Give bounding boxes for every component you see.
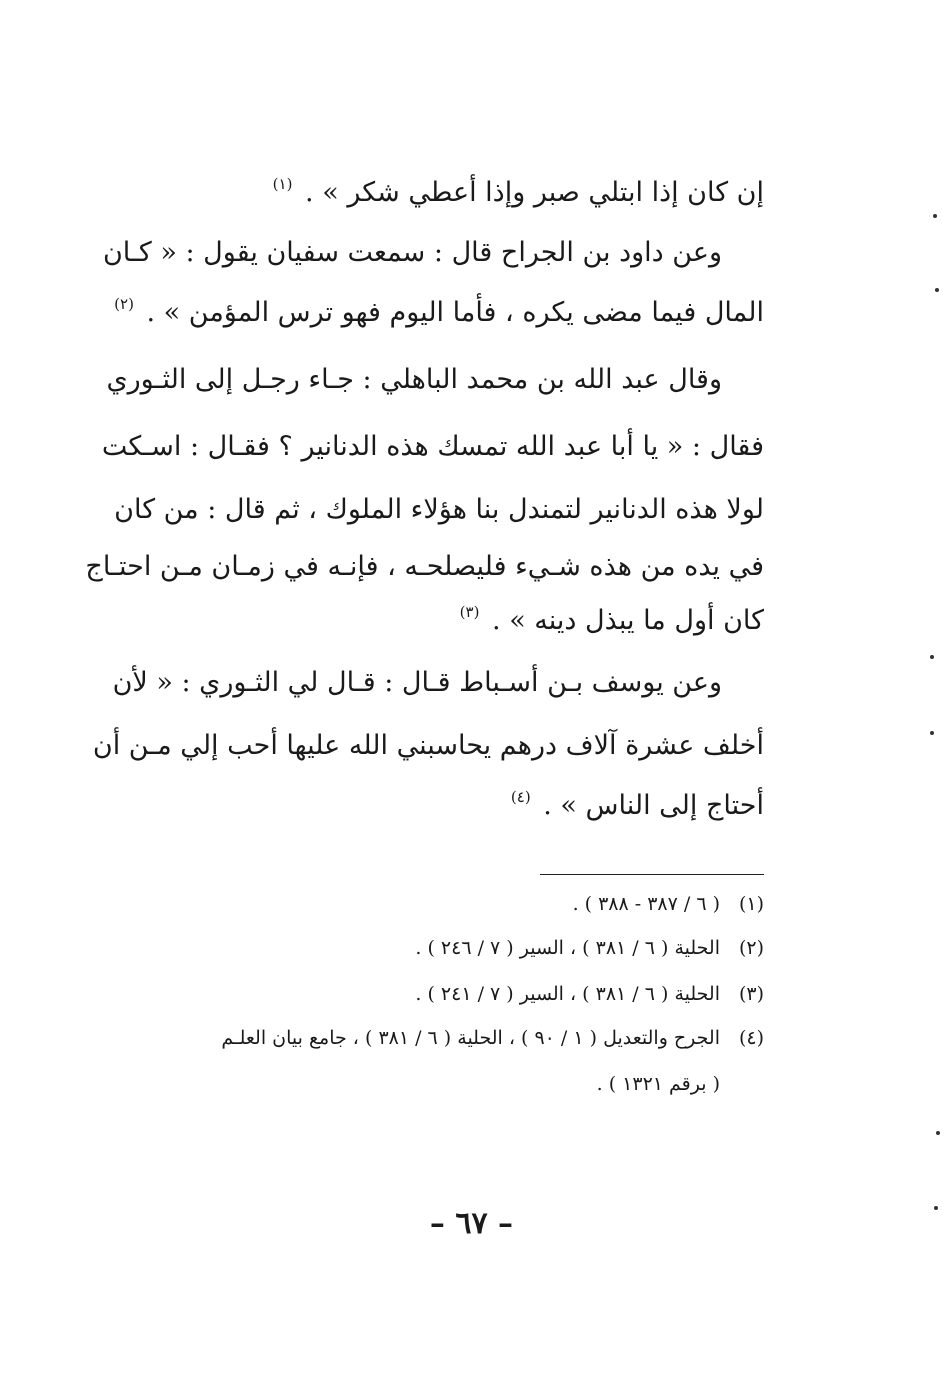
text-line: وعن يوسف بـن أسـباط قـال : قـال لي الثـوري : « لأن [112, 667, 722, 698]
scan-speck [930, 655, 934, 659]
footnote-ref: (١) [272, 175, 293, 193]
footnote-text: ( برقم ١٣٢١ ) . [596, 1073, 720, 1095]
footnote-number: (٣) [738, 983, 764, 1005]
footnote-text: ( ٦ / ٣٨٧ - ٣٨٨ ) . [572, 893, 720, 915]
footnote-text: الجرح والتعديل ( ١ / ٩٠ ) ، الحلية ( ٦ / ٣٨١ ) ، جامع بيان العلـم [221, 1027, 720, 1049]
scan-speck [933, 214, 937, 218]
text-line: في يده من هذه شـيء فليصلحـه ، فإنـه في زمـان مـن احتـاج [85, 551, 764, 582]
footnote-divider [540, 874, 764, 875]
text-line: أخلف عشرة آلاف درهم يحاسبني الله عليها أحب إلي مـن أن [92, 730, 764, 761]
scan-speck [934, 1206, 938, 1210]
text-line: أحتاج إلى الناس » . $^{(٤)}$ [510, 788, 764, 821]
text-line: إن كان إذا ابتلي صبر وإذا أعطي شكر » . $^{(١)}$ [272, 175, 764, 208]
page-number: – ٦٧ – [429, 1206, 514, 1241]
footnote [172, 1018, 764, 1058]
text-line: لولا هذه الدنانير لتمندل بنا هؤلاء الملوك ، ثم قال : من كان [114, 494, 764, 525]
footnote [172, 928, 764, 968]
footnote-text: الحلية ( ٦ / ٣٨١ ) ، السير ( ٧ / ٢٤٦ ) . [415, 937, 720, 959]
text-line: كان أول ما يبذل دينه » . $^{(٣)}$ [459, 603, 764, 636]
text-line: وقال عبد الله بن محمد الباهلي : جـاء رجـل إلى الثـوري [106, 364, 722, 395]
footnote-ref: (٢) [114, 295, 134, 313]
footnote [172, 884, 764, 924]
text-line: المال فيما مضى يكره ، فأما اليوم فهو ترس المؤمن » . $^{(٢)}$ [114, 295, 764, 328]
text-line: وعن داود بن الجراح قال : سمعت سفيان يقول : « كـان [102, 237, 722, 268]
scan-speck [936, 1131, 940, 1135]
footnote [172, 974, 764, 1014]
footnote-text: الحلية ( ٦ / ٣٨١ ) ، السير ( ٧ / ٢٤١ ) . [415, 983, 720, 1005]
scan-speck [935, 288, 939, 292]
footnote-number: (٢) [738, 937, 764, 959]
footnote-ref: (٣) [459, 603, 480, 621]
text-line: فقال : « يا أبا عبد الله تمسك هذه الدنانير ؟ فقـال : اسـكت [101, 431, 764, 462]
scan-speck [930, 731, 934, 735]
footnote-number: (٤) [738, 1027, 764, 1049]
footnote-ref: (٤) [510, 788, 531, 806]
footnote-continuation [172, 1064, 764, 1104]
footnote-number: (١) [738, 893, 764, 915]
